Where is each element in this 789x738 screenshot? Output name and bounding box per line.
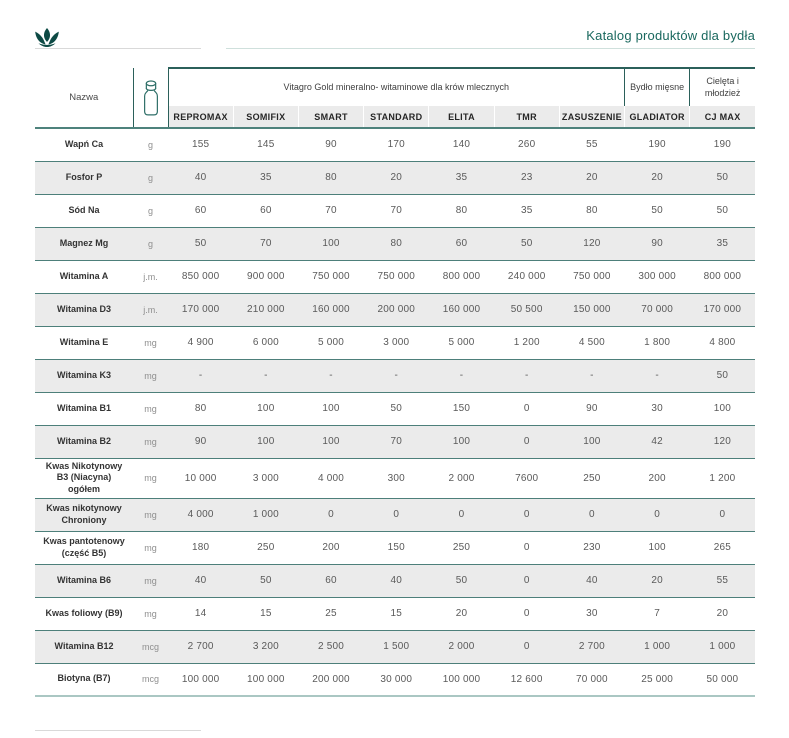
row-unit: mcg xyxy=(133,663,168,696)
column-header-product: STANDARD xyxy=(364,106,429,128)
cell-value: 55 xyxy=(690,564,755,597)
row-unit: mg xyxy=(133,498,168,531)
cell-value: 4 500 xyxy=(559,326,624,359)
cell-value: 850 000 xyxy=(168,260,233,293)
cell-value: 40 xyxy=(559,564,624,597)
group-header-dairy: Vitagro Gold mineralno- witaminowe dla krów mlecznych xyxy=(168,68,625,106)
cell-value: 200 000 xyxy=(298,663,363,696)
cell-value: 80 xyxy=(429,194,494,227)
brand-tulip-icon xyxy=(34,27,60,53)
cell-value: 50 000 xyxy=(690,663,755,696)
row-unit: mg xyxy=(133,531,168,564)
cell-value: 0 xyxy=(364,498,429,531)
cell-value: 50 500 xyxy=(494,293,559,326)
table-body xyxy=(35,128,755,696)
column-header-product: SOMIFIX xyxy=(233,106,298,128)
cell-value: 20 xyxy=(625,564,690,597)
cell-value: 1 000 xyxy=(233,498,298,531)
table-row xyxy=(35,458,755,498)
cell-value: 70 000 xyxy=(559,663,624,696)
cell-value: 23 xyxy=(494,161,559,194)
row-unit: g xyxy=(133,227,168,260)
cell-value: 250 xyxy=(559,458,624,498)
cell-value: 800 000 xyxy=(429,260,494,293)
cell-value: 260 xyxy=(494,128,559,161)
cell-value: 0 xyxy=(494,531,559,564)
cell-value: - xyxy=(625,359,690,392)
table-row xyxy=(35,531,755,564)
cell-value: 0 xyxy=(494,425,559,458)
cell-value: 35 xyxy=(429,161,494,194)
cell-value: 80 xyxy=(364,227,429,260)
cell-value: 120 xyxy=(690,425,755,458)
cell-value: 40 xyxy=(364,564,429,597)
cell-value: 55 xyxy=(559,128,624,161)
row-unit: j.m. xyxy=(133,260,168,293)
cell-value: 80 xyxy=(168,392,233,425)
cell-value: 0 xyxy=(494,392,559,425)
cell-value: 35 xyxy=(494,194,559,227)
cell-value: - xyxy=(298,359,363,392)
cell-value: 4 800 xyxy=(690,326,755,359)
cell-value: 100 000 xyxy=(168,663,233,696)
row-label: Fosfor P xyxy=(35,161,133,194)
cell-value: 200 xyxy=(625,458,690,498)
cell-value: 4 000 xyxy=(298,458,363,498)
cell-value: 0 xyxy=(559,498,624,531)
cell-value: 60 xyxy=(233,194,298,227)
column-header-product: TMR xyxy=(494,106,559,128)
cell-value: 35 xyxy=(233,161,298,194)
cell-value: 30 xyxy=(625,392,690,425)
column-header-product: GLADIATOR xyxy=(625,106,690,128)
table-row xyxy=(35,663,755,696)
cell-value: 3 000 xyxy=(233,458,298,498)
cell-value: 190 xyxy=(690,128,755,161)
table-row xyxy=(35,128,755,161)
cell-value: 210 000 xyxy=(233,293,298,326)
cell-value: - xyxy=(364,359,429,392)
row-label: Biotyna (B7) xyxy=(35,663,133,696)
cell-value: 4 900 xyxy=(168,326,233,359)
cell-value: 0 xyxy=(690,498,755,531)
row-unit: mg xyxy=(133,392,168,425)
column-header-product: ZASUSZENIE xyxy=(559,106,624,128)
table-row xyxy=(35,227,755,260)
cell-value: 100 xyxy=(298,227,363,260)
cell-value: 900 000 xyxy=(233,260,298,293)
cell-value: 200 000 xyxy=(364,293,429,326)
cell-value: 100 xyxy=(690,392,755,425)
cell-value: 90 xyxy=(298,128,363,161)
cell-value: - xyxy=(429,359,494,392)
table-row xyxy=(35,425,755,458)
cell-value: 250 xyxy=(233,531,298,564)
row-label: Kwas foliowy (B9) xyxy=(35,597,133,630)
row-label: Kwas nikotynowy Chroniony xyxy=(35,498,133,531)
column-header-product: SMART xyxy=(298,106,363,128)
table-row xyxy=(35,597,755,630)
table-row xyxy=(35,161,755,194)
cell-value: 90 xyxy=(168,425,233,458)
cell-value: 70 xyxy=(364,425,429,458)
cell-value: 60 xyxy=(429,227,494,260)
cell-value: 1 000 xyxy=(690,630,755,663)
cell-value: 25 000 xyxy=(625,663,690,696)
title-underline xyxy=(226,48,755,49)
cell-value: 70 xyxy=(298,194,363,227)
cell-value: 20 xyxy=(559,161,624,194)
cell-value: 750 000 xyxy=(364,260,429,293)
group-header-beef: Bydło mięsne xyxy=(625,68,690,106)
cell-value: 100 xyxy=(233,425,298,458)
cell-value: 0 xyxy=(298,498,363,531)
cell-value: 25 xyxy=(298,597,363,630)
cell-value: 5 000 xyxy=(429,326,494,359)
cell-value: 1 500 xyxy=(364,630,429,663)
cell-value: 70 xyxy=(233,227,298,260)
cell-value: 1 000 xyxy=(625,630,690,663)
cell-value: 70 000 xyxy=(625,293,690,326)
cell-value: 2 500 xyxy=(298,630,363,663)
cell-value: 20 xyxy=(625,161,690,194)
cell-value: 2 000 xyxy=(429,630,494,663)
cell-value: 160 000 xyxy=(429,293,494,326)
product-composition-table xyxy=(35,67,755,697)
row-label: Witamina E xyxy=(35,326,133,359)
row-unit: mg xyxy=(133,458,168,498)
cell-value: 150 xyxy=(429,392,494,425)
cell-value: 6 000 xyxy=(233,326,298,359)
cell-value: 100 xyxy=(625,531,690,564)
cell-value: 190 xyxy=(625,128,690,161)
cell-value: 200 xyxy=(298,531,363,564)
cell-value: 7 xyxy=(625,597,690,630)
cell-value: 50 xyxy=(429,564,494,597)
cell-value: 150 xyxy=(364,531,429,564)
cell-value: 120 xyxy=(559,227,624,260)
cell-value: 30 xyxy=(559,597,624,630)
row-label: Witamina D3 xyxy=(35,293,133,326)
cell-value: 170 xyxy=(364,128,429,161)
cell-value: 0 xyxy=(494,498,559,531)
cell-value: 0 xyxy=(494,630,559,663)
logo-underline xyxy=(35,48,201,49)
table-row xyxy=(35,194,755,227)
cell-value: 140 xyxy=(429,128,494,161)
table-row xyxy=(35,498,755,531)
cell-value: 20 xyxy=(690,597,755,630)
cell-value: 1 200 xyxy=(690,458,755,498)
cell-value: 20 xyxy=(429,597,494,630)
cell-value: 100 000 xyxy=(233,663,298,696)
table-row xyxy=(35,359,755,392)
row-label: Kwas pantotenowy (część B5) xyxy=(35,531,133,564)
cell-value: 14 xyxy=(168,597,233,630)
cell-value: 35 xyxy=(690,227,755,260)
cell-value: - xyxy=(233,359,298,392)
cell-value: 155 xyxy=(168,128,233,161)
cell-value: 1 800 xyxy=(625,326,690,359)
cell-value: 7600 xyxy=(494,458,559,498)
row-unit: mg xyxy=(133,597,168,630)
cell-value: 0 xyxy=(625,498,690,531)
cell-value: 50 xyxy=(494,227,559,260)
cell-value: 100 xyxy=(559,425,624,458)
row-unit: g xyxy=(133,161,168,194)
cell-value: 10 000 xyxy=(168,458,233,498)
row-label: Magnez Mg xyxy=(35,227,133,260)
cell-value: 150 000 xyxy=(559,293,624,326)
cell-value: 50 xyxy=(690,194,755,227)
cell-value: 300 xyxy=(364,458,429,498)
cell-value: 50 xyxy=(168,227,233,260)
row-label: Witamina B1 xyxy=(35,392,133,425)
cell-value: 145 xyxy=(233,128,298,161)
table-row xyxy=(35,392,755,425)
cell-value: 50 xyxy=(690,359,755,392)
column-header-product: ELITA xyxy=(429,106,494,128)
table-row xyxy=(35,326,755,359)
group-header-calves: Cielęta i młodzież xyxy=(690,68,755,106)
table-row xyxy=(35,564,755,597)
row-label: Wapń Ca xyxy=(35,128,133,161)
row-unit: g xyxy=(133,128,168,161)
column-header-product: CJ MAX xyxy=(690,106,755,128)
cell-value: 50 xyxy=(233,564,298,597)
cell-value: 800 000 xyxy=(690,260,755,293)
cell-value: 50 xyxy=(690,161,755,194)
cell-value: 5 000 xyxy=(298,326,363,359)
cell-value: 0 xyxy=(494,564,559,597)
cell-value: 2 000 xyxy=(429,458,494,498)
name-column-header: Nazwa xyxy=(35,68,133,128)
cell-value: 80 xyxy=(559,194,624,227)
cell-value: 4 000 xyxy=(168,498,233,531)
cell-value: 40 xyxy=(168,161,233,194)
cell-value: 60 xyxy=(168,194,233,227)
cell-value: 240 000 xyxy=(494,260,559,293)
page-title: Katalog produktów dla bydła xyxy=(586,28,755,43)
row-label: Sód Na xyxy=(35,194,133,227)
row-label: Witamina K3 xyxy=(35,359,133,392)
cell-value: 160 000 xyxy=(298,293,363,326)
cell-value: 100 xyxy=(298,425,363,458)
cell-value: 100 xyxy=(233,392,298,425)
row-label: Witamina B12 xyxy=(35,630,133,663)
cell-value: 750 000 xyxy=(559,260,624,293)
cell-value: 100 xyxy=(298,392,363,425)
cell-value: 90 xyxy=(625,227,690,260)
cell-value: 100 000 xyxy=(429,663,494,696)
cell-value: 1 200 xyxy=(494,326,559,359)
cell-value: 230 xyxy=(559,531,624,564)
cell-value: 15 xyxy=(364,597,429,630)
cell-value: 30 000 xyxy=(364,663,429,696)
cell-value: 40 xyxy=(168,564,233,597)
cell-value: 250 xyxy=(429,531,494,564)
cell-value: - xyxy=(494,359,559,392)
table-row xyxy=(35,630,755,663)
footer-rule xyxy=(35,730,201,731)
column-header-product: REPROMAX xyxy=(168,106,233,128)
table-row xyxy=(35,293,755,326)
row-unit: j.m. xyxy=(133,293,168,326)
cell-value: 3 000 xyxy=(364,326,429,359)
row-unit: mg xyxy=(133,425,168,458)
cell-value: 750 000 xyxy=(298,260,363,293)
cell-value: 50 xyxy=(625,194,690,227)
cell-value: 60 xyxy=(298,564,363,597)
cell-value: 70 xyxy=(364,194,429,227)
cell-value: 170 000 xyxy=(690,293,755,326)
cell-value: 180 xyxy=(168,531,233,564)
cell-value: 0 xyxy=(429,498,494,531)
table-row xyxy=(35,260,755,293)
cell-value: 50 xyxy=(364,392,429,425)
cell-value: 20 xyxy=(364,161,429,194)
row-unit: mg xyxy=(133,359,168,392)
cell-value: 42 xyxy=(625,425,690,458)
cell-value: 300 000 xyxy=(625,260,690,293)
cell-value: 80 xyxy=(298,161,363,194)
row-label: Kwas Nikotynowy B3 (Niacyna) ogółem xyxy=(35,458,133,498)
row-unit: g xyxy=(133,194,168,227)
row-unit: mg xyxy=(133,564,168,597)
cell-value: 3 200 xyxy=(233,630,298,663)
supplement-bottle-icon xyxy=(134,78,168,118)
cell-value: - xyxy=(559,359,624,392)
row-unit: mcg xyxy=(133,630,168,663)
cell-value: 170 000 xyxy=(168,293,233,326)
row-label: Witamina B6 xyxy=(35,564,133,597)
row-unit: mg xyxy=(133,326,168,359)
row-label: Witamina A xyxy=(35,260,133,293)
unit-column-header xyxy=(133,68,168,128)
cell-value: 265 xyxy=(690,531,755,564)
table-header xyxy=(35,68,755,128)
cell-value: 2 700 xyxy=(559,630,624,663)
cell-value: 12 600 xyxy=(494,663,559,696)
cell-value: - xyxy=(168,359,233,392)
cell-value: 2 700 xyxy=(168,630,233,663)
row-label: Witamina B2 xyxy=(35,425,133,458)
cell-value: 90 xyxy=(559,392,624,425)
cell-value: 100 xyxy=(429,425,494,458)
cell-value: 15 xyxy=(233,597,298,630)
cell-value: 0 xyxy=(494,597,559,630)
